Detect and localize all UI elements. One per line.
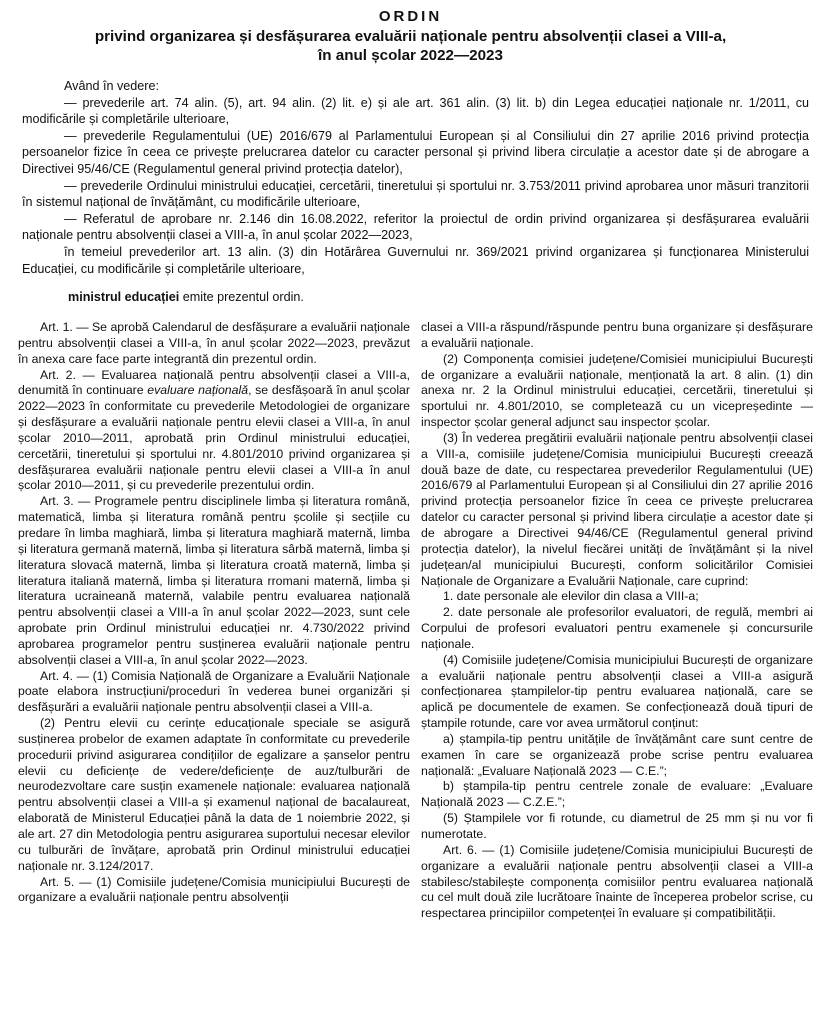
article-3: Art. 3. — Programele pentru disciplinele limba și literatura română, matematică, limba și literatura română pentru școlile și secțiile cu predare în limba maghiară, limba și literatura maghiară maternă, limba și literatura germană maternă, limba și literatura sârbă maternă, limba și literatura slovacă maternă, limba și literatura croată maternă, limba și literatura italiană maternă, limba și literatura rromani maternă, limba și literatura ucraineană maternă, valabile pentru evaluarea națională pentru absolvenții clasei a VIII-a în anul școlar 2022—2023, sunt cele aprobate prin Ordinul ministrului educației nr. 4.730/2022 privind aprobarea programelor pentru susținerea evaluării naționale pentru absolvenții clasei a VIII-a, în anul școlar 2022—2023. [18, 494, 410, 667]
issuer-action: emite prezentul ordin. [179, 290, 304, 304]
issuer-name: ministrul educației [68, 290, 180, 304]
preamble-intro: Având în vedere: [64, 79, 159, 93]
article-6-paragraph-1: Art. 6. — (1) Comisiile județene/Comisia municipiului București de organizare a evaluării naționale pentru absolvenții clasei a VIII-a stabilesc/stabilește componența comisiilor pentru evaluarea națională cu cel mult două zile lucrătoare înainte de începerea probelor scrise, cu respectarea principiilor competenței în evaluare și compatibilității. [421, 842, 813, 921]
right-column [421, 320, 813, 922]
article-5-paragraph-1-start: Art. 5. — (1) Comisiile județene/Comisia municipiului București de organizare a evaluării naționale pentru absolvenții [18, 874, 410, 905]
stamp-item-b: b) ștampila-tip pentru centrele zonale de evaluare: „Evaluare Națională 2023 — C.Z.E.”; [421, 779, 813, 810]
article-5-paragraph-2: (2) Componența comisiei județene/Comisiei municipiului București de organizare a evaluării naționale, menționată la art. 8 alin. (1) din anexa nr. 2 la Ordinul ministrului educației, cercetării, tineretului și sportului nr. 4.801/2010, se completează cu un vicepreședinte — inspector școlar general adjunct sau inspector școlar. [421, 351, 813, 430]
document-title: ORDIN [378, 8, 443, 25]
preamble-paragraph-1: — prevederile art. 74 alin. (5), art. 94 alin. (2) lit. e) și ale art. 361 alin. (3) lit. b) din Legea educației naționale nr. 1/2011, cu modificările și completările ulterioare, [22, 95, 809, 127]
preamble-paragraph-2: — prevederile Regulamentului (UE) 2016/679 al Parlamentului European și al Consiliului din 27 aprilie 2016 privind protecția persoanelor fizice în ceea ce privește prelucrarea datelor cu caracter personal și privind libera circulație a acestor date și de abrogare a Directivei 95/46/CE (Regulamentul general privind protecția datelor), [22, 128, 809, 176]
article-5-paragraph-1-end: clasei a VIII-a răspund/răspunde pentru buna organizare și desfășurare a evaluării naționale. [421, 320, 813, 350]
article-4-paragraph-1: Art. 4. — (1) Comisia Națională de Organizare a Evaluării Naționale poate elabora instrucțiuni/proceduri în vederea bunei organizări și desfășurări a evaluării naționale pentru absolvenții clasei a VIII-a. [18, 668, 410, 715]
article-5-paragraph-5: (5) Ștampilele vor fi rotunde, cu diametrul de 25 mm și nu vor fi numerotate. [421, 811, 813, 841]
issuer-statement [68, 289, 304, 305]
list-item-2: 2. date personale ale profesorilor evaluatori, de regulă, membri ai Corpului de profesori evaluatori pentru examenele și concursurile naționale. [421, 605, 813, 651]
article-1: Art. 1. — Se aprobă Calendarul de desfășurare a evaluării naționale pentru absolvenții clasei a VIII-a, în anul școlar 2022—2023, prevăzut în anexa care face parte integrantă din prezentul ordin. [18, 320, 410, 366]
article-5-paragraph-3: (3) În vederea pregătirii evaluării naționale pentru absolvenții clasei a VIII-a, comisiile județene/Comisia municipiului București creează două baze de date, cu respectarea prevederilor Regulamentului (UE) 2016/679 al Parlamentului European și al Consiliului din 27 aprilie 2016 privind protecția persoanelor fizice în ceea ce privește prelucrarea datelor cu caracter personal și privind libera circulație a acestor date și de abrogare a Directivei 94/46/CE (Regulamentul general privind protecția datelor), la nivelul fiecărei unități de învățământ și la nivel județean/al municipiului București, conform solicitărilor Comisiei Naționale de Organizare a Evaluării Naționale, care cuprind: [421, 430, 813, 588]
preamble [22, 78, 809, 277]
subtitle-line-1: privind organizarea și desfășurarea evaluării naționale pentru absolvenții clasei a VIII-a, [94, 28, 727, 45]
article-4-paragraph-2: (2) Pentru elevii cu cerințe educaționale speciale se asigură susținerea probelor de examen adaptate în conformitate cu prevederile procedurii privind asigurarea condițiilor de egalizare a șanselor pentru elevii cu deficiențe de vedere/deficiențe de auz/tulburări de neurodezvoltare care susțin examenele naționale: evaluarea națională pentru absolvenții clasei a VIII-a și examenul național de bacalaureat, elaborată de Ministerul Educației până la data de 1 noiembrie 2022, și ale art. 27 din Metodologia pentru asigurarea suportului necesar elevilor cu tulburări de învățare, aprobată prin Ordinul ministrului educației naționale nr. 3.124/2017. [18, 716, 410, 873]
document-subtitle [20, 27, 801, 65]
subtitle-line-2: în anul școlar 2022—2023 [318, 47, 503, 64]
article-5-paragraph-4: (4) Comisiile județene/Comisia municipiului București de organizare a evaluării naționale pentru absolvenții clasei a VIII-a asigură confecționarea ștampilelor-tip pentru evaluarea națională, care se aplică pe documentele de examen. Se confecționează două tipuri de ștampile rotunde, care vor avea următorul conținut: [421, 652, 813, 731]
preamble-paragraph-5: în temeiul prevederilor art. 13 alin. (3) din Hotărârea Guvernului nr. 369/2021 privind organizarea și funcționarea Ministerului Educației, cu modificările și completările ulterioare, [22, 244, 809, 276]
list-item-1: 1. date personale ale elevilor din clasa a VIII-a; [443, 589, 699, 604]
preamble-paragraph-4: — Referatul de aprobare nr. 2.146 din 16.08.2022, referitor la proiectul de ordin privind organizarea și desfășurarea evaluării naționale pentru absolvenții clasei a VIII-a, în anul școlar 2022—2023, [22, 211, 809, 243]
article-2: Art. 2. — Evaluarea națională pentru absolvenții clasei a VIII-a, denumită în continuare evaluare națională, se desfășoară în anul școlar 2022—2023 în conformitate cu prevederile Metodologiei de organizare și desfășurare a evaluării naționale pentru elevii clasei a VIII-a, în anul școlar 2010—2011, aprobată prin Ordinul ministrului educației, cercetării, tineretului și sportului nr. 4.801/2010 privind organizarea și desfășurarea evaluării naționale pentru elevii clasei a VIII-a în anul școlar 2010—2011, și cu prevederile prezentului ordin. [18, 367, 410, 493]
stamp-item-a: a) ștampila-tip pentru unitățile de învățământ care sunt centre de examen în care se organizează probe scrise pentru evaluarea națională: „Evaluare Națională 2023 — C.E.”; [421, 731, 813, 778]
preamble-paragraph-3: — prevederile Ordinului ministrului educației, cercetării, tineretului și sportului nr. 3.753/2011 privind aprobarea unor măsuri tranzitorii în sistemul național de învățământ, cu modificările ulterioare, [22, 178, 809, 210]
defined-term: evaluare națională [147, 383, 249, 398]
left-column [18, 320, 410, 906]
